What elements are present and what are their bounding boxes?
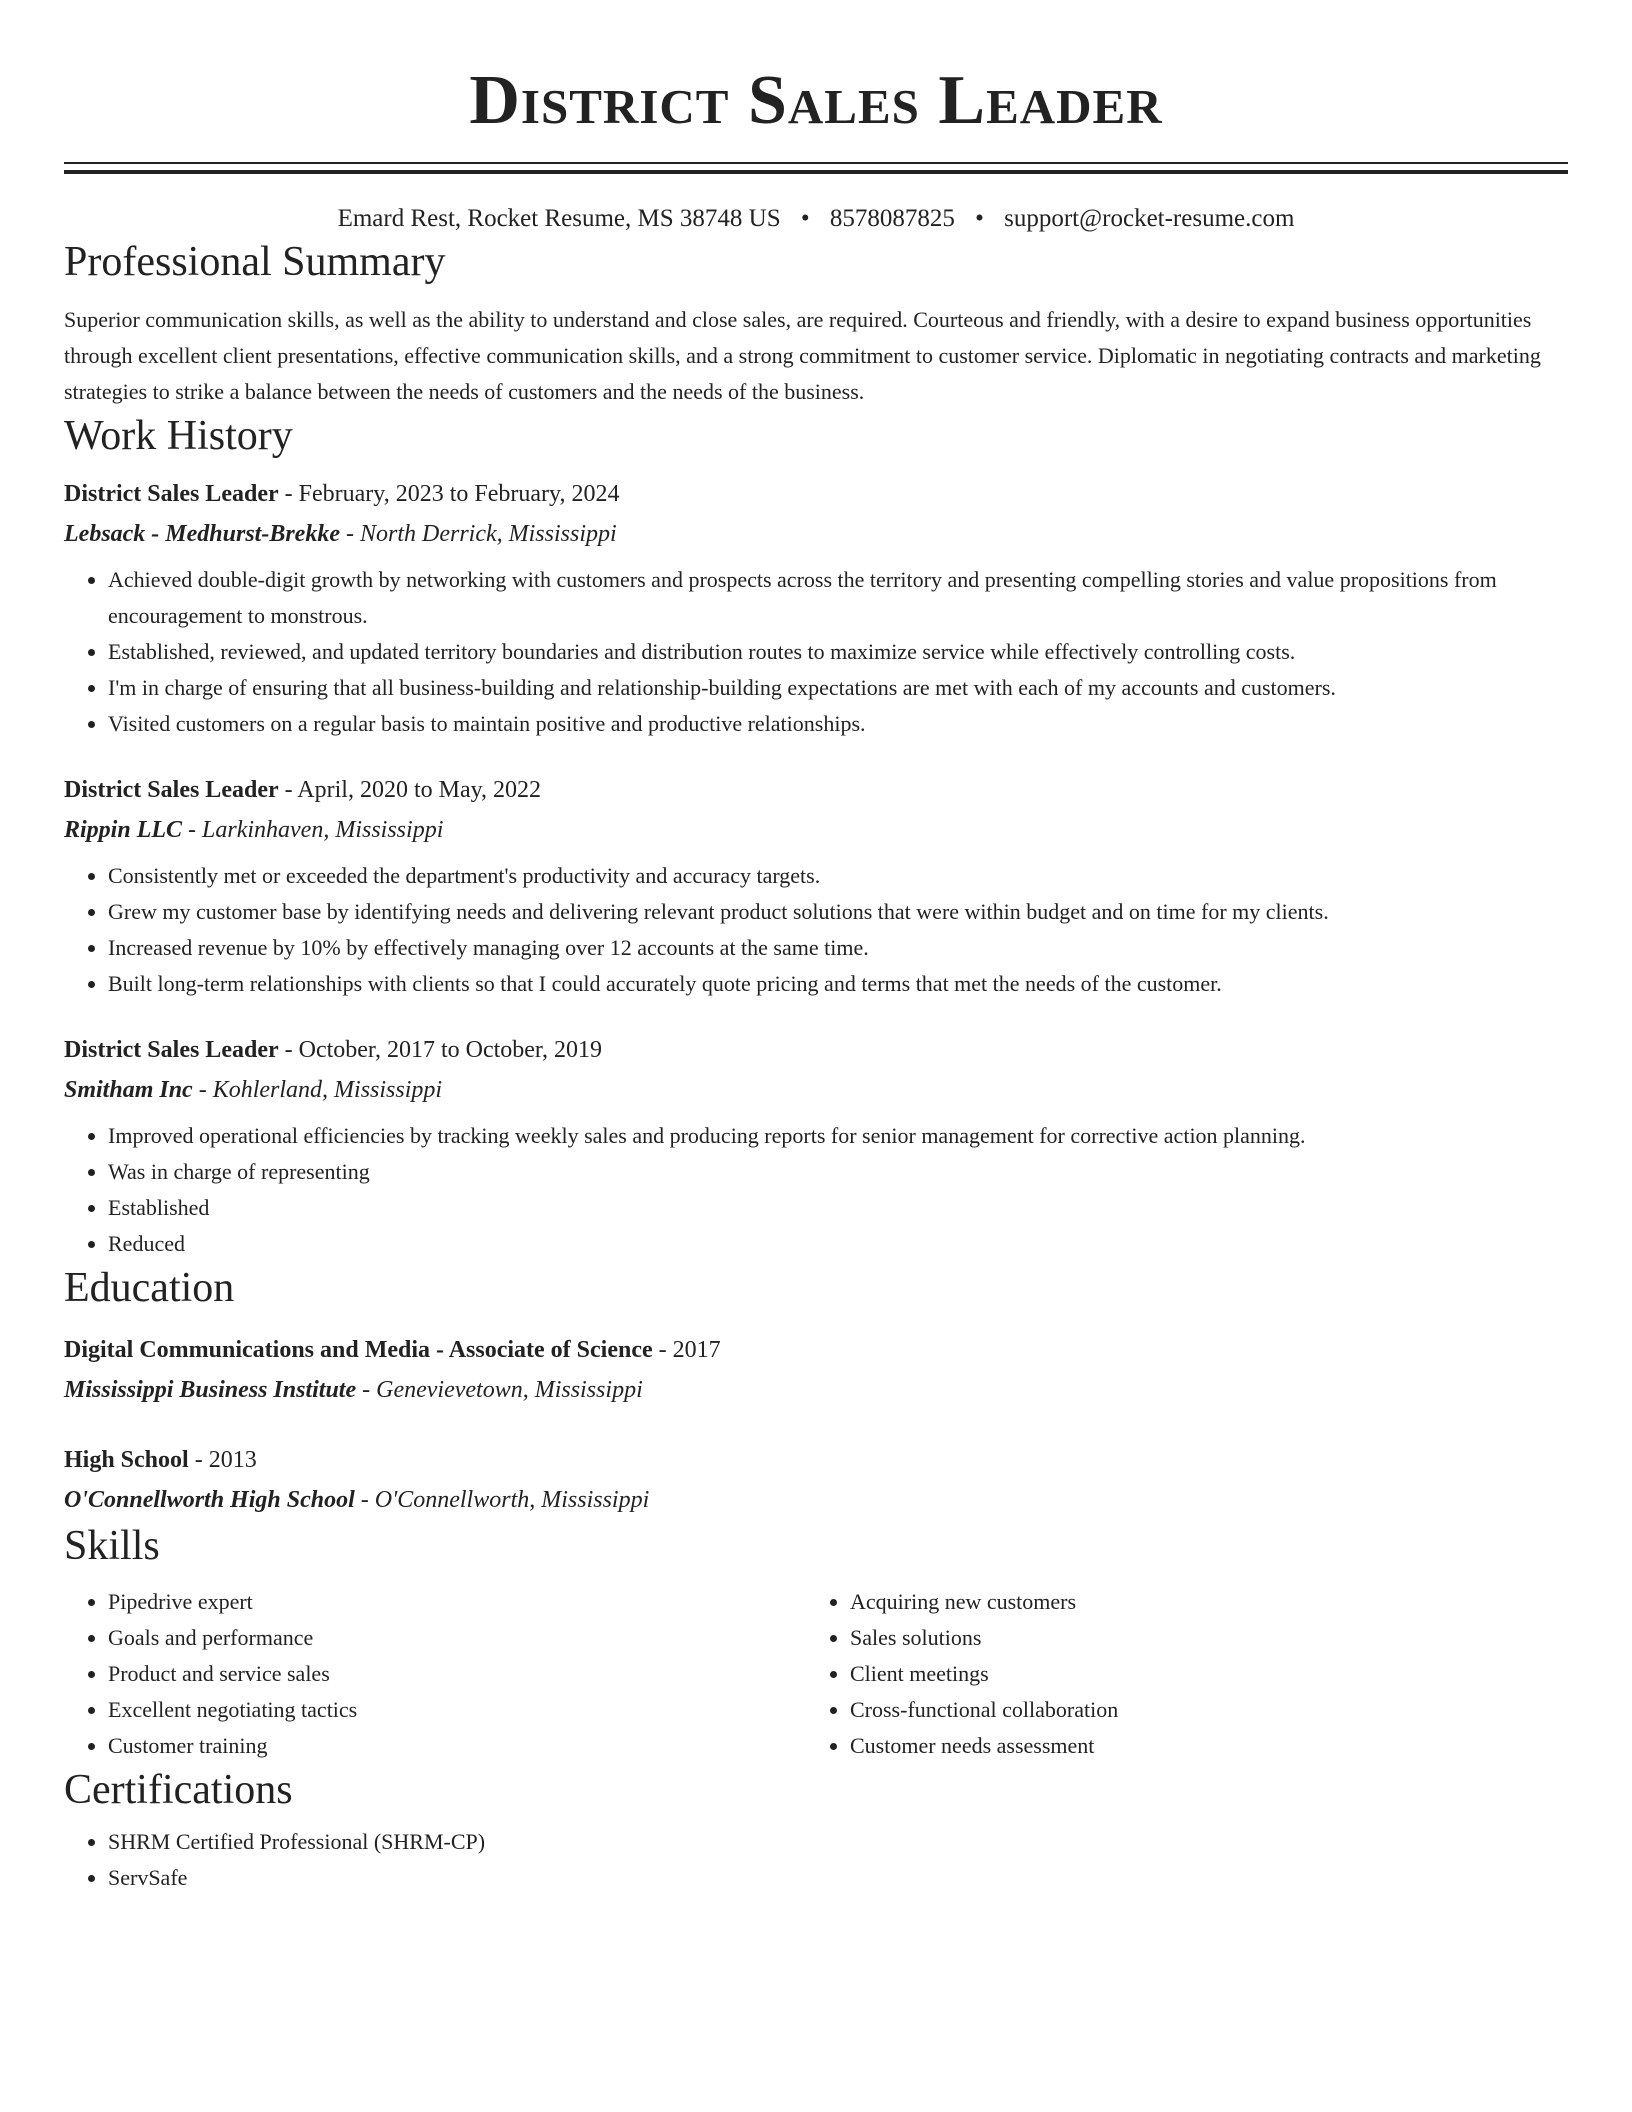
education-entry: [64, 1440, 1568, 1520]
skills-column-left: [64, 1584, 806, 1764]
job-company-line: [64, 810, 1568, 850]
job-title-line: [64, 1030, 1568, 1070]
certifications-heading: Certifications: [64, 1767, 293, 1813]
job-company: Rippin LLC: [64, 817, 183, 843]
education-school: Mississippi Business Institute: [64, 1377, 357, 1403]
list-item: • Built long-term relationships with clients so that I could accurately quote pricing and terms that met the needs of the customer.: [108, 966, 1568, 1002]
job-company-line: [64, 514, 1568, 554]
certifications-list: [64, 1824, 1568, 1896]
job-company: Smitham Inc: [64, 1077, 193, 1103]
education-degree-line: [64, 1440, 1568, 1480]
list-item: • Established, reviewed, and updated territory boundaries and distribution routes to maximize service while effectively controlling costs.: [108, 634, 1568, 670]
skills-heading: Skills: [64, 1523, 160, 1569]
list-item: • Reduced: [108, 1226, 1568, 1262]
list-item: • Goals and performance: [108, 1620, 806, 1656]
skills-list: [806, 1584, 1548, 1764]
job-company-line: [64, 1070, 1568, 1110]
contact-phone: 8578087825: [829, 205, 955, 232]
job-bullets: [64, 562, 1568, 742]
education-location: - Genevievetown, Mississippi: [356, 1377, 643, 1403]
list-item: • Established: [108, 1190, 1568, 1226]
job-title: District Sales Leader: [64, 481, 279, 507]
list-item: • Client meetings: [850, 1656, 1548, 1692]
job-company: Lebsack - Medhurst-Brekke: [64, 521, 340, 547]
job-bullets: [64, 858, 1568, 1002]
education-location: - O'Connellworth, Mississippi: [354, 1487, 650, 1513]
job-dates: - February, 2023 to February, 2024: [278, 481, 620, 507]
job-location: - Larkinhaven, Mississippi: [182, 817, 444, 843]
education-heading: Education: [64, 1265, 235, 1311]
contact-address: Emard Rest, Rocket Resume, MS 38748 US: [337, 205, 781, 232]
education-year: - 2017: [652, 1337, 721, 1363]
education-year: - 2013: [188, 1447, 257, 1473]
contact-separator: •: [800, 205, 810, 232]
list-item: • Cross-functional collaboration: [850, 1692, 1548, 1728]
list-item: • Acquiring new customers: [850, 1584, 1548, 1620]
education-school: O'Connellworth High School: [64, 1487, 355, 1513]
contact-separator: •: [975, 205, 984, 232]
list-item: • Visited customers on a regular basis to maintain positive and productive relationships.: [108, 706, 1568, 742]
work-history-heading: Work History: [64, 413, 293, 459]
job-title-line: [64, 474, 1568, 514]
list-item: • Grew my customer base by identifying needs and delivering relevant product solutions that were within budget and on time for my clients.: [108, 894, 1568, 930]
job-location: - Kohlerland, Mississippi: [192, 1077, 443, 1103]
resume-title: District Sales Leader: [469, 62, 1163, 139]
education-entry: [64, 1330, 1568, 1410]
summary-text: Superior communication skills, as well as the ability to understand and close sales, are required. Courteous and friendly, with a desire to expand business opportunities through excellent client presentations, effective communication skills, and a strong commitment to customer service. Diplomatic in negotiating contracts and marketing strategies to strike a balance between the needs of customers and the needs of the business.: [64, 307, 1541, 404]
job-title: District Sales Leader: [64, 777, 279, 803]
list-item: • Pipedrive expert: [108, 1584, 806, 1620]
title-rule-top: [64, 162, 1568, 164]
list-item: • Excellent negotiating tactics: [108, 1692, 806, 1728]
job-dates: - October, 2017 to October, 2019: [278, 1037, 602, 1063]
job-entry: [64, 770, 1568, 1002]
list-item: • Improved operational efficiencies by tracking weekly sales and producing reports for senior management for corrective action planning.: [108, 1118, 1568, 1154]
job-entry: [64, 1030, 1568, 1262]
job-title: District Sales Leader: [64, 1037, 279, 1063]
list-item: • Increased revenue by 10% by effectively managing over 12 accounts at the same time.: [108, 930, 1568, 966]
contact-email: support@rocket-resume.com: [1004, 205, 1295, 232]
list-item: • Product and service sales: [108, 1656, 806, 1692]
resume-page: [64, 0, 1568, 1896]
list-item: • Sales solutions: [850, 1620, 1548, 1656]
education-degree-line: [64, 1330, 1568, 1370]
summary-heading: Professional Summary: [64, 239, 446, 285]
skills-list: [64, 1584, 806, 1764]
list-item: • Was in charge of representing: [108, 1154, 1568, 1190]
list-item: • Customer needs assessment: [850, 1728, 1548, 1764]
job-bullets: [64, 1118, 1568, 1262]
list-item: • SHRM Certified Professional (SHRM-CP): [108, 1824, 1568, 1860]
list-item: • Achieved double-digit growth by networking with customers and prospects across the territory and presenting compelling stories and value propositions from encouragement to monstrous.: [108, 562, 1568, 634]
education-degree: High School: [64, 1447, 189, 1473]
education-school-line: [64, 1480, 1568, 1520]
job-title-line: [64, 770, 1568, 810]
list-item: • Consistently met or exceeded the department's productivity and accuracy targets.: [108, 858, 1568, 894]
job-location: - North Derrick, Mississippi: [339, 521, 617, 547]
job-dates: - April, 2020 to May, 2022: [278, 777, 542, 803]
title-rule-bottom: [64, 170, 1568, 174]
education-degree: Digital Communications and Media - Associate of Science: [64, 1337, 653, 1363]
job-entry: [64, 474, 1568, 742]
list-item: • I'm in charge of ensuring that all business-building and relationship-building expectations are met with each of my accounts and customers.: [108, 670, 1568, 706]
list-item: • ServSafe: [108, 1860, 1568, 1896]
list-item: • Customer training: [108, 1728, 806, 1764]
contact-line: [64, 202, 1568, 236]
skills-column-right: [806, 1584, 1548, 1764]
skills-columns: [64, 1584, 1568, 1764]
education-school-line: [64, 1370, 1568, 1410]
